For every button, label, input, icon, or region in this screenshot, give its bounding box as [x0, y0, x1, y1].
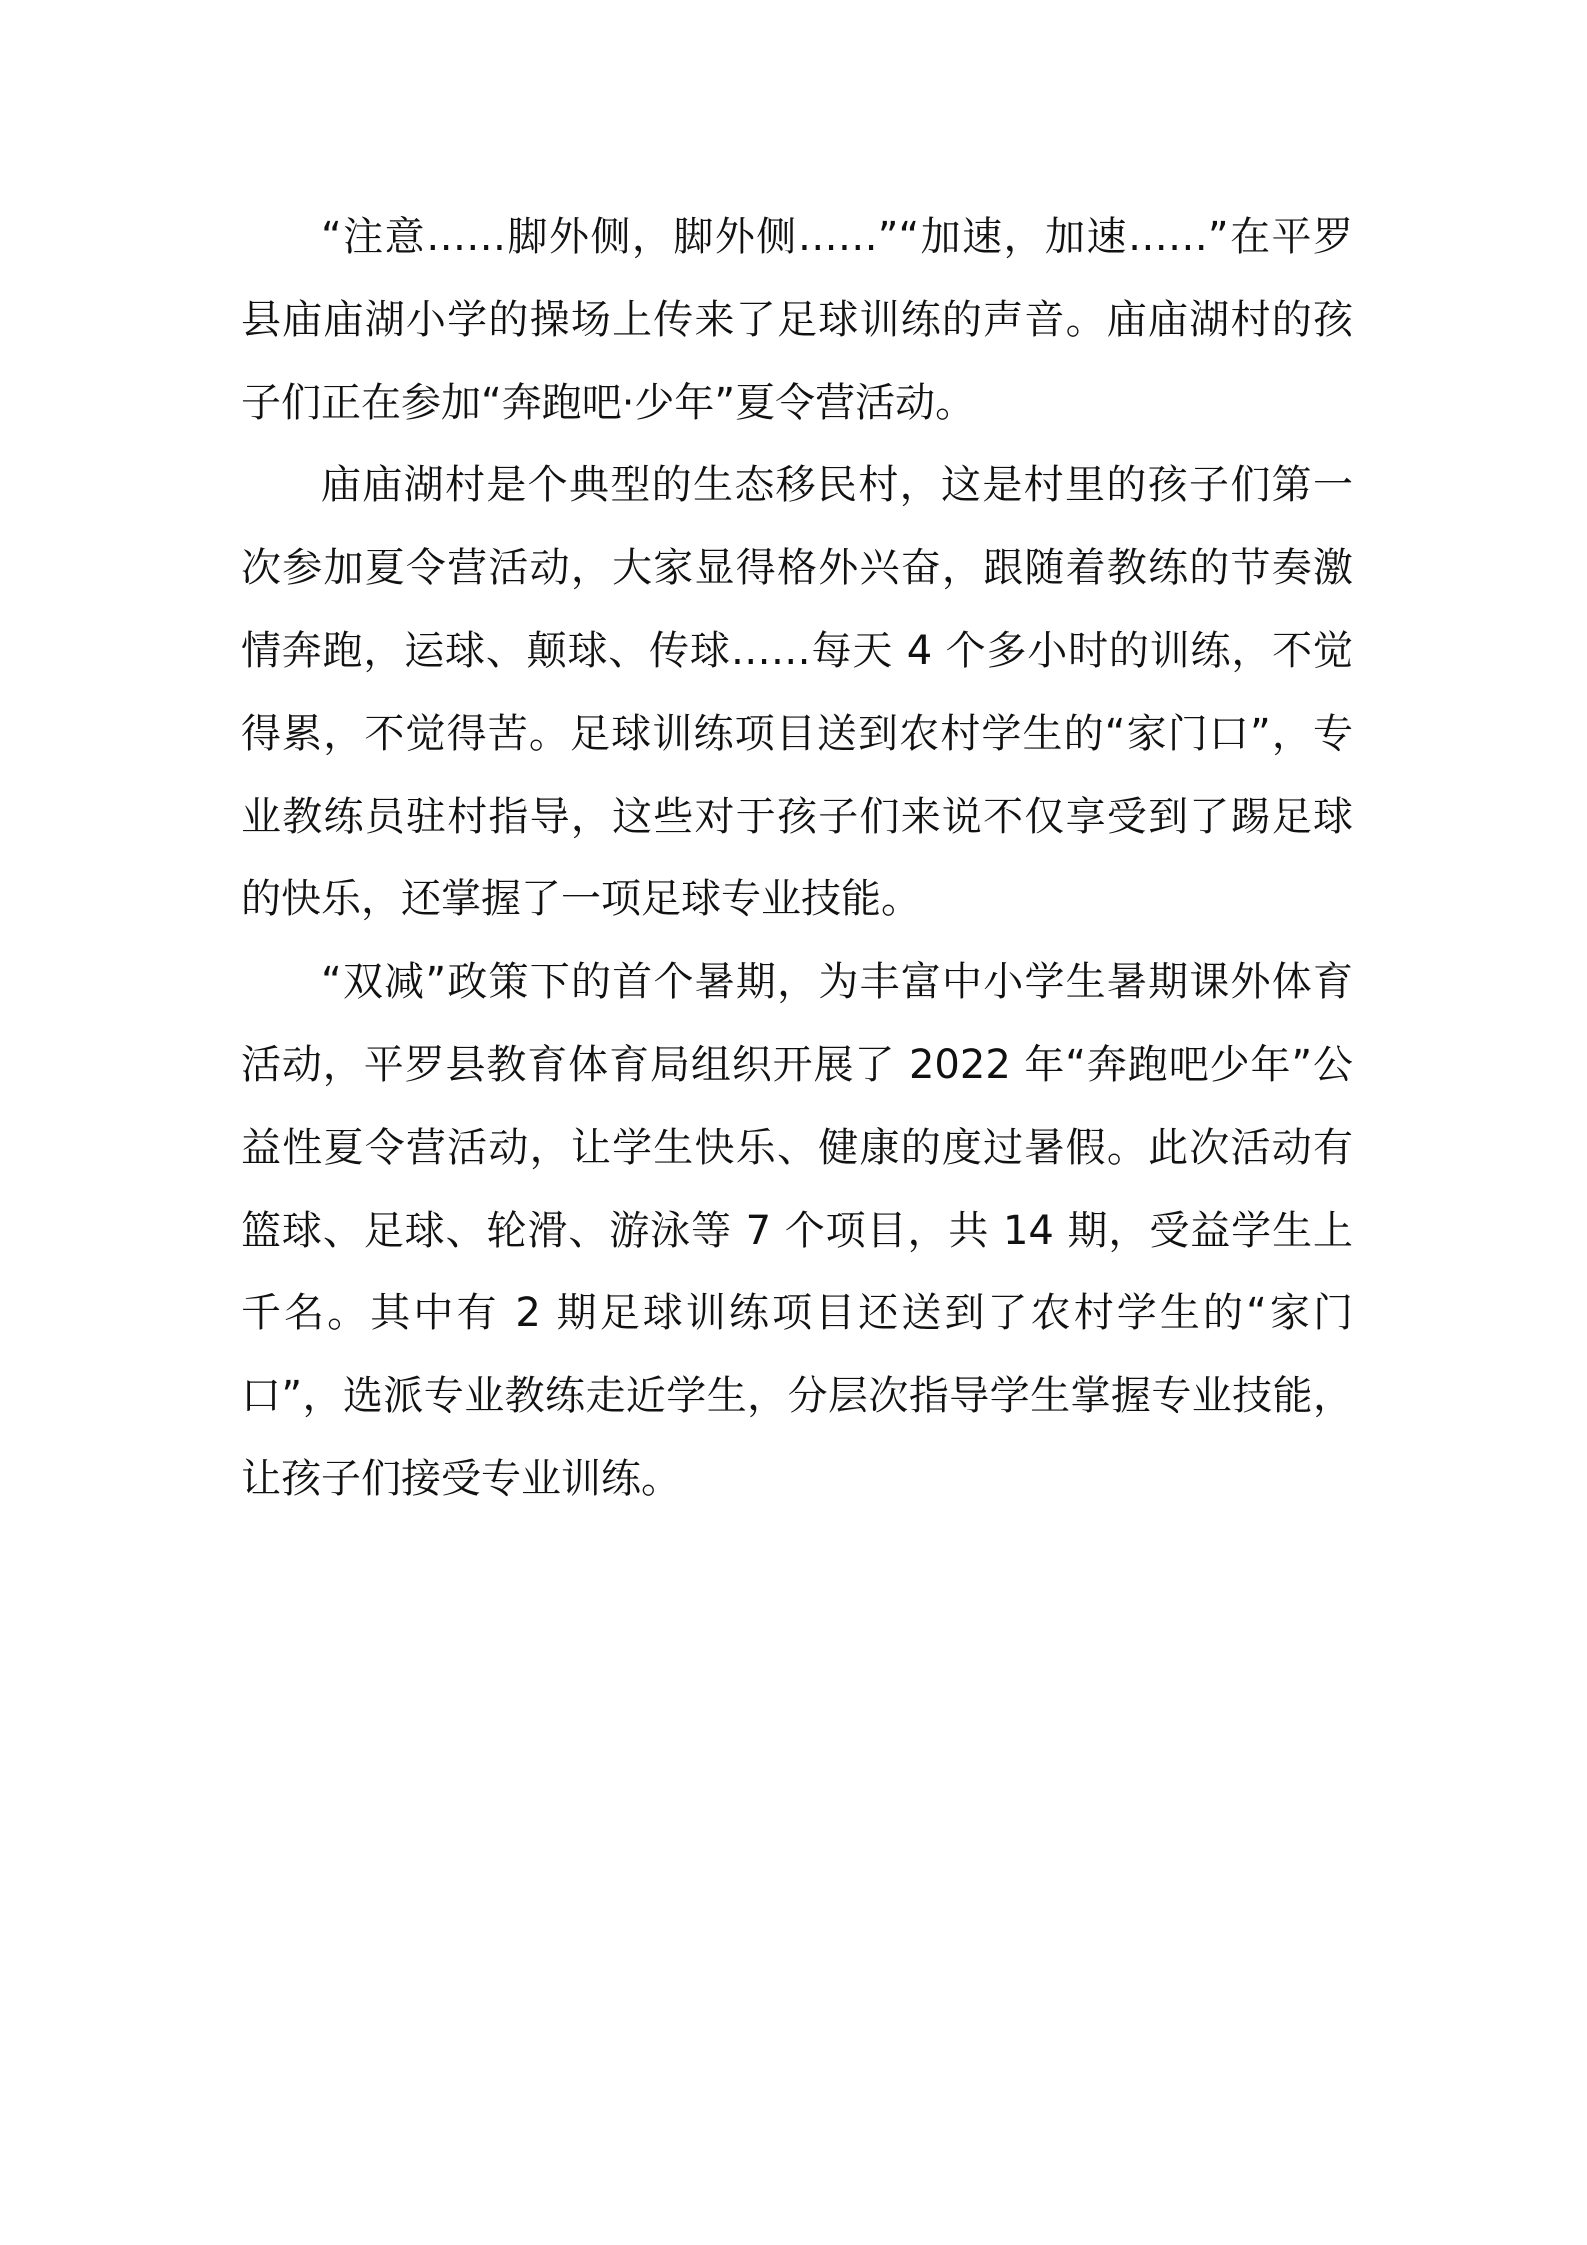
paragraph-3: “双减”政策下的首个暑期，为丰富中小学生暑期课外体育活动，平罗县教育体育局组织开展了 2022 年“奔跑吧少年”公益性夏令营活动，让学生快乐、健康的度过暑假。此次活动有篮球、足球、轮滑、游泳等 7 个项目，共 14 期，受益学生上千名。其中有 2 期足球训练项目还送到了农村学生的“家门口”，选派专业教练走近学生，分层次指导学生掌握专业技能，让孩子们接受专业训练。: [241, 959, 1353, 1502]
paragraph-1: “注意……脚外侧，脚外侧……”“加速，加速……”在平罗县庙庙湖小学的操场上传来了足球训练的声音。庙庙湖村的孩子们正在参加“奔跑吧·少年”夏令营活动。: [241, 214, 1353, 426]
paragraph-2: 庙庙湖村是个典型的生态移民村，这是村里的孩子们第一次参加夏令营活动，大家显得格外兴奋，跟随着教练的节奏激情奔跑，运球、颠球、传球……每天 4 个多小时的训练，不觉得累，不觉得苦。足球训练项目送到农村学生的“家门口”，专业教练员驻村指导，这些对于孩子们来说不仅享受到了踢足球的快乐，还掌握了一项足球专业技能。: [241, 462, 1353, 923]
article-body: [241, 196, 1353, 1521]
